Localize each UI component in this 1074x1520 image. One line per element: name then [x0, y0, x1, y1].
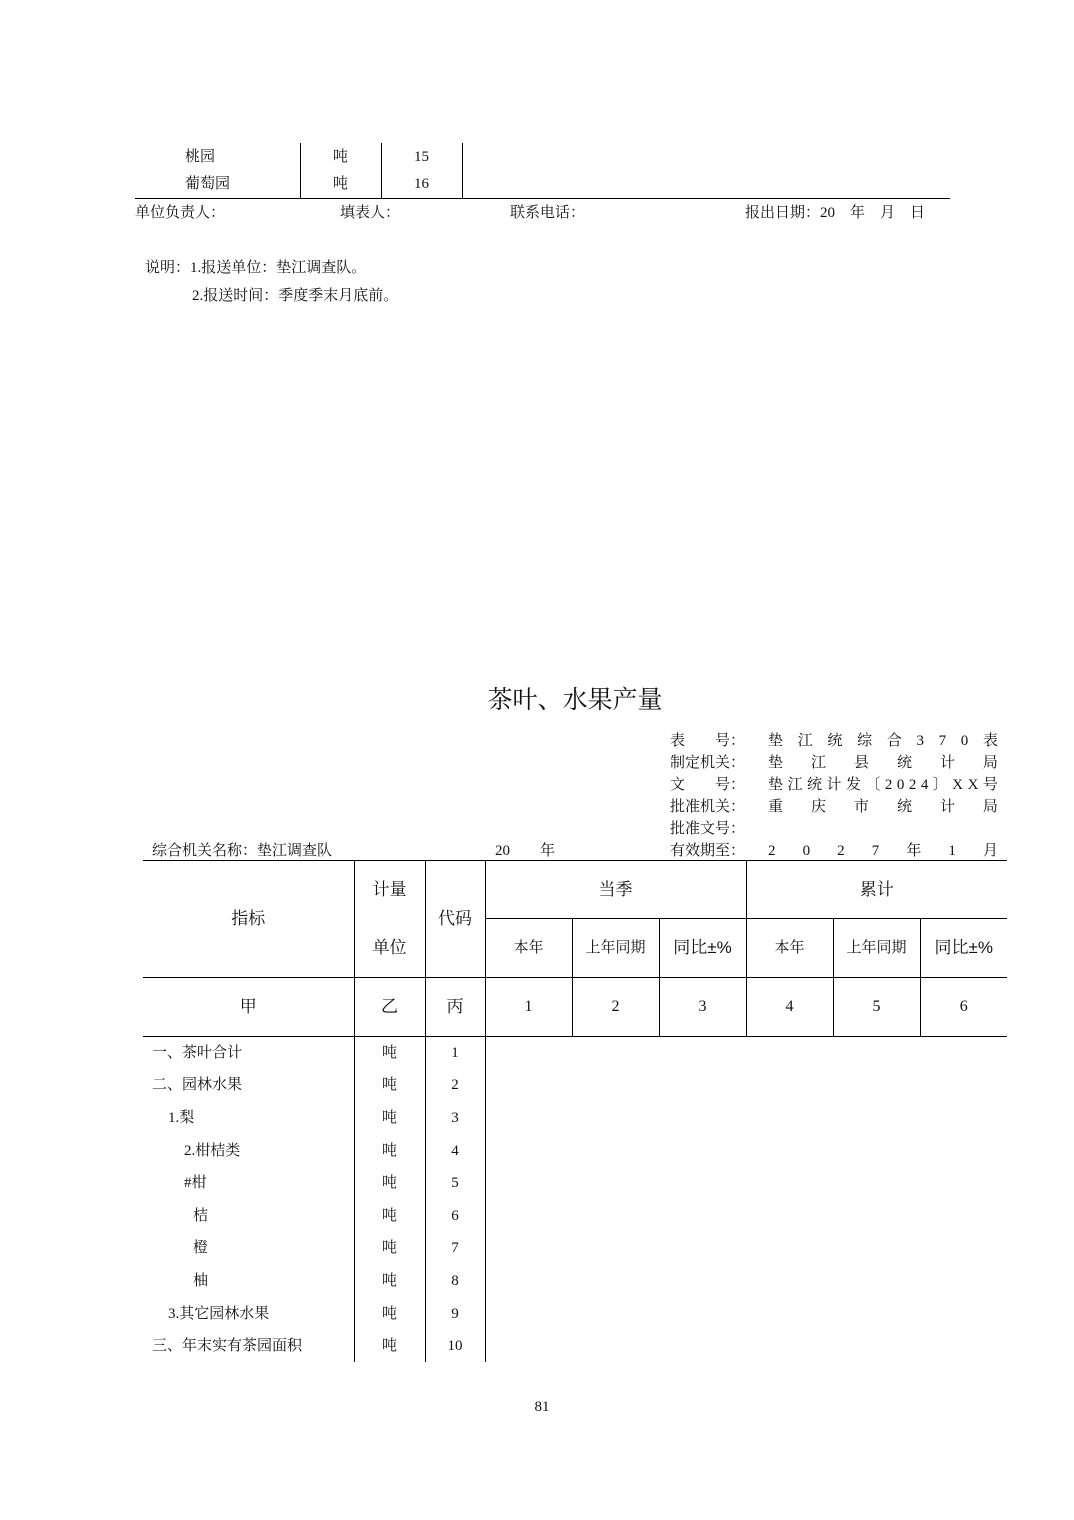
row-name: 橙	[193, 1240, 209, 1257]
table-row	[135, 143, 950, 171]
row-unit: 吨	[354, 1069, 425, 1102]
header-row	[143, 861, 1007, 919]
row-unit: 吨	[354, 1037, 425, 1070]
row-values	[485, 1102, 1007, 1135]
meta-label: 文 号：	[670, 777, 746, 793]
header-cumulative: 累计	[746, 861, 1007, 919]
page-number: 81	[534, 1399, 550, 1415]
row-name: 3.其它园林水果	[168, 1305, 270, 1322]
table-row	[143, 1265, 1007, 1298]
row-code: 1	[425, 1037, 485, 1070]
col-number-1: 1	[485, 978, 572, 1037]
meta-row	[670, 821, 1000, 843]
col-number-3: 3	[659, 978, 746, 1037]
row-values	[485, 1134, 1007, 1167]
col-code-bing: 丙	[425, 978, 485, 1037]
meta-row	[670, 733, 1000, 755]
row-values	[485, 1069, 1007, 1102]
row-name: #柑	[184, 1175, 207, 1192]
meta-row	[670, 799, 1000, 821]
signoff-head: 单位负责人：	[135, 205, 226, 221]
row-values	[485, 1297, 1007, 1330]
col-number-4: 4	[746, 978, 833, 1037]
row-unit: 吨	[300, 171, 381, 199]
meta-label: 批准机关：	[670, 799, 746, 815]
header-quarter: 当季	[485, 861, 746, 919]
header-cumulative-this-year: 本年	[746, 919, 833, 978]
note-line-2: 2.报送时间：季度季末月底前。	[192, 288, 399, 304]
note-line-1: 说明：1.报送单位：垫江调查队。	[145, 260, 367, 276]
meta-value: 2 0 2 7 年 1 月	[768, 843, 998, 859]
col-code-yi: 乙	[354, 978, 425, 1037]
output-table	[143, 860, 1007, 1362]
table-row	[143, 1167, 1007, 1200]
row-name: 1.梨	[168, 1109, 195, 1126]
col-code-jia: 甲	[143, 978, 354, 1037]
row-unit: 吨	[354, 1134, 425, 1167]
row-name: 柚	[193, 1272, 209, 1289]
row-values	[485, 1330, 1007, 1363]
meta-value: 垫 江 县 统 计 局	[768, 755, 998, 771]
header-unit-top: 计量	[372, 880, 407, 900]
row-code: 4	[425, 1134, 485, 1167]
form-title: 茶叶、水果产量	[487, 686, 663, 714]
row-code: 5	[425, 1167, 485, 1200]
row-values	[485, 1265, 1007, 1298]
signoff-date: 报出日期：20 年 月 日	[745, 205, 926, 221]
row-name: 2.柑桔类	[184, 1142, 241, 1159]
meta-value: 重 庆 市 统 计 局	[768, 799, 998, 815]
form-meta	[670, 733, 1000, 865]
row-unit: 吨	[354, 1265, 425, 1298]
column-code-row	[143, 978, 1007, 1037]
row-name: 葡萄园	[135, 171, 300, 199]
table-row	[143, 1199, 1007, 1232]
row-unit: 吨	[354, 1102, 425, 1135]
table-row	[143, 1069, 1007, 1102]
report-period: 20 年	[495, 843, 556, 859]
header-quarter-last-year: 上年同期	[572, 919, 659, 978]
row-values	[485, 1232, 1007, 1265]
header-indicator: 指标	[143, 861, 354, 978]
header-cumulative-last-year: 上年同期	[833, 919, 920, 978]
org-name: 综合机关名称：垫江调查队	[152, 843, 333, 859]
row-code: 16	[381, 171, 462, 199]
row-values	[485, 1167, 1007, 1200]
meta-value: 垫 江 统 综 合 3 7 0 表	[768, 733, 998, 749]
table-row	[135, 171, 950, 199]
row-name: 二、园林水果	[152, 1077, 243, 1094]
row-values	[485, 1199, 1007, 1232]
meta-label: 表 号：	[670, 733, 746, 749]
meta-label: 制定机关：	[670, 755, 746, 771]
table-row	[143, 1297, 1007, 1330]
header-quarter-yoy: 同比±%	[659, 919, 746, 978]
header-code: 代码	[425, 861, 485, 978]
row-code: 2	[425, 1069, 485, 1102]
signoff-phone: 联系电话：	[510, 205, 586, 221]
row-values	[462, 143, 950, 171]
row-name: 桔	[193, 1207, 209, 1224]
row-unit: 吨	[354, 1232, 425, 1265]
row-name: 一、茶叶合计	[152, 1045, 243, 1062]
col-number-6: 6	[920, 978, 1007, 1037]
meta-label: 批准文号：	[670, 821, 746, 837]
meta-value: 垫 江 统 计 发 〔 2 0 2 4 〕 X X 号	[768, 777, 998, 793]
row-unit: 吨	[354, 1297, 425, 1330]
row-values	[462, 171, 950, 199]
row-unit: 吨	[354, 1199, 425, 1232]
continued-table	[135, 143, 950, 199]
row-code: 3	[425, 1102, 485, 1135]
row-unit: 吨	[354, 1167, 425, 1200]
header-unit-bottom: 单位	[372, 937, 407, 957]
row-unit: 吨	[300, 143, 381, 171]
meta-label: 有效期至：	[670, 843, 746, 859]
row-code: 9	[425, 1297, 485, 1330]
meta-row	[670, 777, 1000, 799]
row-code: 8	[425, 1265, 485, 1298]
header-unit	[354, 861, 425, 978]
col-number-2: 2	[572, 978, 659, 1037]
meta-value	[768, 821, 998, 843]
table-row	[143, 1232, 1007, 1265]
table-row	[143, 1037, 1007, 1070]
signoff-filler: 填表人：	[340, 205, 401, 221]
table-row	[143, 1102, 1007, 1135]
row-code: 7	[425, 1232, 485, 1265]
table-row	[143, 1330, 1007, 1363]
table-row	[143, 1134, 1007, 1167]
col-number-5: 5	[833, 978, 920, 1037]
row-code: 15	[381, 143, 462, 171]
row-unit: 吨	[354, 1330, 425, 1363]
header-quarter-this-year: 本年	[485, 919, 572, 978]
row-code: 6	[425, 1199, 485, 1232]
row-name: 三、年末实有茶园面积	[152, 1338, 303, 1355]
row-code: 10	[425, 1330, 485, 1363]
row-values	[485, 1037, 1007, 1070]
row-name: 桃园	[185, 148, 216, 165]
meta-row	[670, 755, 1000, 777]
header-cumulative-yoy: 同比±%	[920, 919, 1007, 978]
